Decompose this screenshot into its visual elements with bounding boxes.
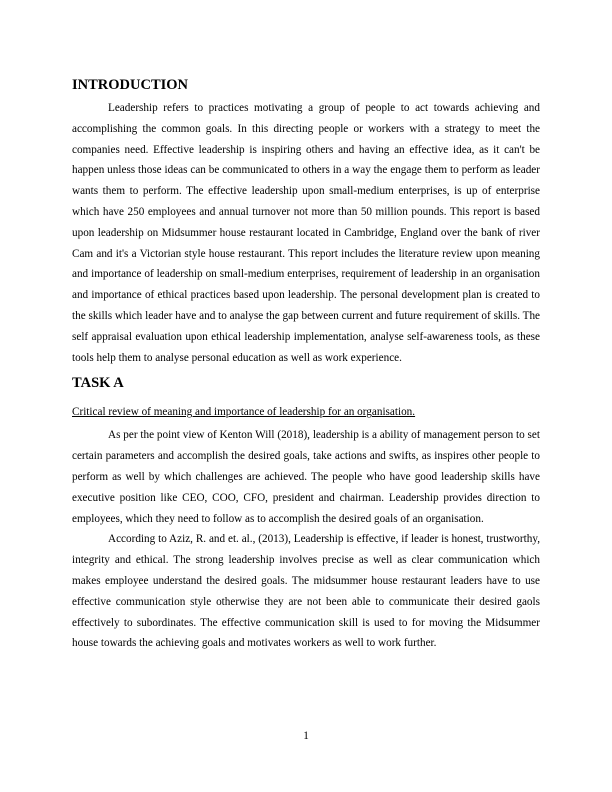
introduction-heading: INTRODUCTION [72, 77, 189, 93]
task-a-heading: TASK A [72, 375, 124, 392]
task-a-paragraph: According to Aziz, R. and et. al., (2013), Leadership is effective, if leader is honest, trustworthy, integrity and ethical. The strong leadership involves precise as well as clear communication which makes employee understand the desired goals. The midsummer house restaurant leaders have to use effective communication style otherwise they are not been able to communicate their desired gaols effectively to subordinates. The effective communication skill is used to for moving the Midsummer house towards the achieving goals and motivates workers as well to work further. [72, 533, 540, 650]
page-number: 1 [303, 730, 309, 742]
document-page [72, 76, 540, 654]
task-a-subheading: Critical review of meaning and importance of leadership for an organisation. [72, 406, 416, 419]
introduction-paragraph: Leadership refers to practices motivating a group of people to act towards achieving and accomplishing the common goals. In this directing people or workers with a strategy to meet the companies need. Effective leadership is inspiring others and having an effective idea, as it can't be happen unless those ideas can be communicated to others in a way the engage them to perform as leader wants them to perform. The effective leadership upon small-medium enterprises, is up of enterprise which have 250 employees and annual turnover not more than 50 million pounds. This report is based upon leadership on Midsummer house restaurant located in Cambridge, England over the bank of river Cam and it's a Victorian style house restaurant. This report includes the literature review upon meaning and importance of leadership on small-medium enterprises, requirement of leadership in an organisation and importance of ethical practices based upon leadership. The personal development plan is created to the skills which leader have and to analyse the gap between current and future requirement of skills. The self appraisal evaluation upon ethical leadership implementation, analyse self-awareness tools, as these tools help them to analyse personal education as well as work experience. [72, 102, 540, 364]
task-a-paragraph: As per the point view of Kenton Will (2018), leadership is a ability of management person to set certain parameters and accomplish the desired goals, take actions and swifts, as inspires other people to perform as well by which challenges are achieved. The people who have good leadership skills have executive position like CEO, COO, CFO, president and chairman. Leadership provides direction to employees, which they need to follow as to accomplish the desired goals of an organisation. [72, 429, 540, 525]
